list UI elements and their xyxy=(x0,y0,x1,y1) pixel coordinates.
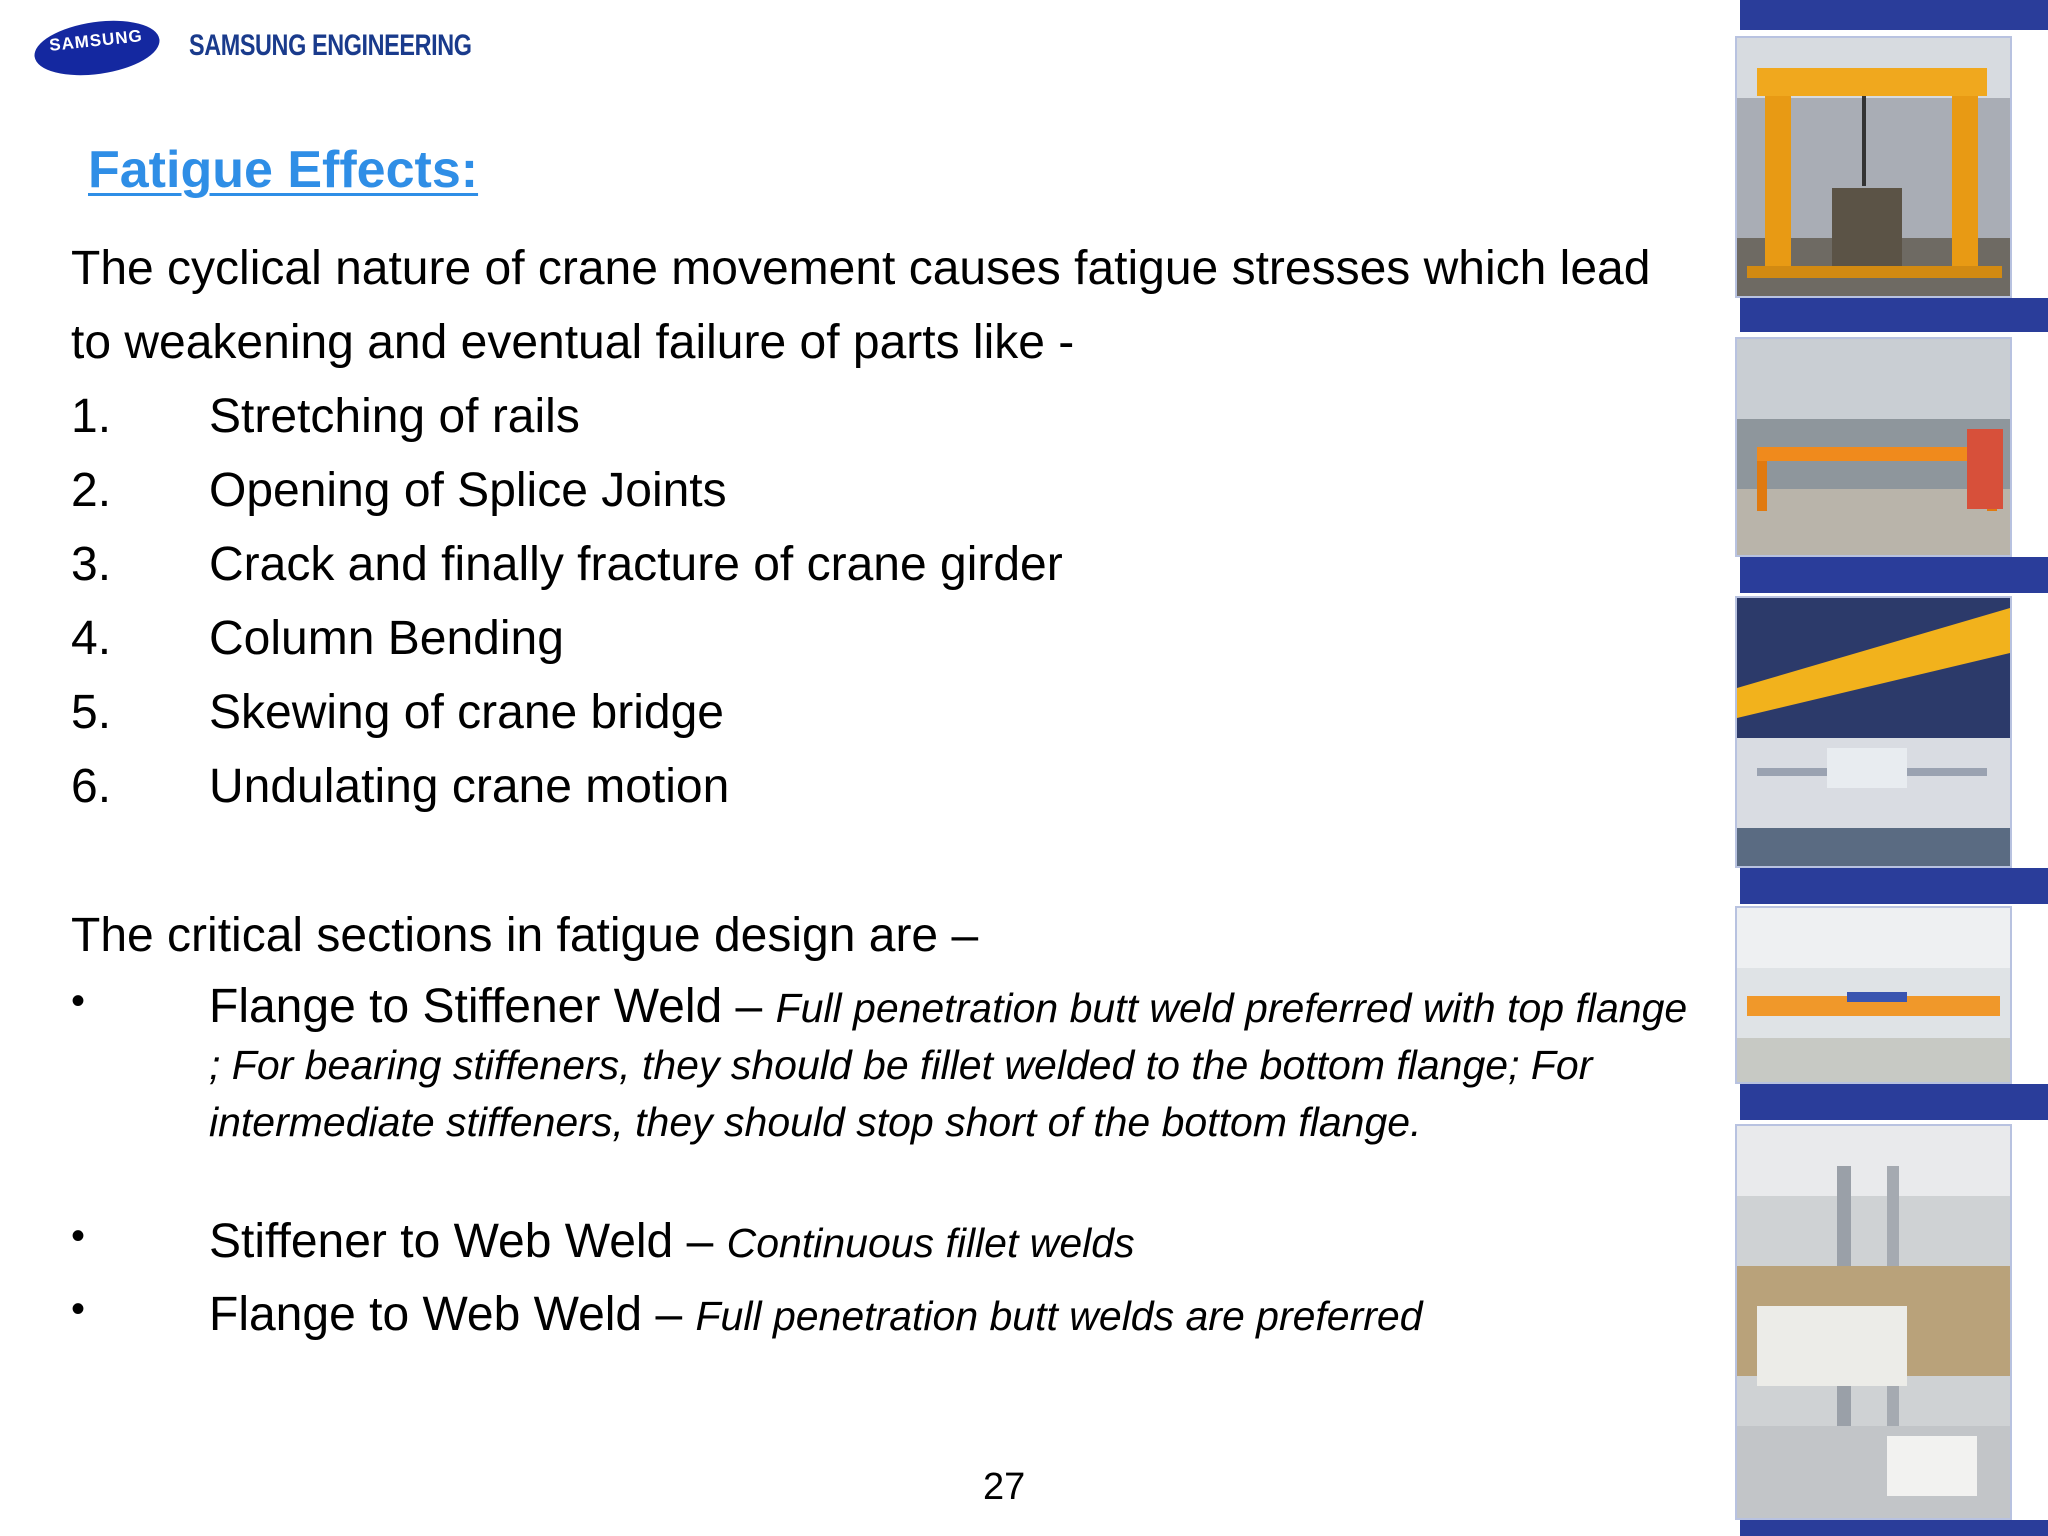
list-number: 3. xyxy=(71,538,112,591)
strip-band xyxy=(1740,298,2048,332)
page-number: 27 xyxy=(983,1466,1026,1508)
crane-bay-photo xyxy=(1735,906,2012,1084)
list-number: 6. xyxy=(71,760,112,813)
list-text: Undulating crane motion xyxy=(209,760,730,813)
assembly-line-photo xyxy=(1735,1124,2012,1520)
list-number: 1. xyxy=(71,390,112,443)
gantry-crane-photo xyxy=(1735,36,2012,298)
crane-hall-photo xyxy=(1735,337,2012,557)
list-text: Skewing of crane bridge xyxy=(209,686,724,739)
list-item xyxy=(71,602,564,676)
slide-title: Fatigue Effects: xyxy=(88,141,479,199)
logo-text: SAMSUNG xyxy=(48,26,144,55)
list-item xyxy=(71,750,729,824)
list-text: Crack and finally fracture of crane girder xyxy=(209,538,1063,591)
strip-band xyxy=(1740,0,2048,30)
bullet-icon: • xyxy=(71,979,86,1023)
company-name: SAMSUNG ENGINEERING xyxy=(189,29,472,62)
bullet-detail: Continuous fillet welds xyxy=(726,1220,1135,1266)
bullet-label: Stiffener to Web Weld – xyxy=(209,1215,727,1268)
strip-band xyxy=(1740,1084,2048,1120)
bullet-icon: • xyxy=(71,1287,86,1331)
overhead-crane-photo xyxy=(1735,596,2012,868)
list-text: Opening of Splice Joints xyxy=(209,464,727,517)
list-number: 5. xyxy=(71,686,112,739)
intro-paragraph: The cyclical nature of crane movement causes fatigue stresses which lead to weakening and eventual failure of parts like - xyxy=(71,242,1651,369)
list-text: Stretching of rails xyxy=(209,390,580,443)
bullet-label: Flange to Stiffener Weld – xyxy=(209,980,776,1033)
strip-band xyxy=(1740,557,2048,593)
bullet-body xyxy=(209,979,1709,1150)
bullet-detail: Full penetration butt welds are preferred xyxy=(695,1293,1423,1339)
bullet-label: Flange to Web Weld – xyxy=(209,1288,696,1341)
list-number: 2. xyxy=(71,464,112,517)
bullet-detail: Full penetration butt weld preferred with top flange ; For bearing stiffeners, they should be fillet welded to the bottom flange; For intermediate stiffeners, they should stop short of the bottom flange. xyxy=(209,985,1688,1145)
bullet-body xyxy=(209,1287,1709,1342)
bullet-icon: • xyxy=(71,1214,86,1258)
bullet-body xyxy=(209,1214,1709,1269)
list-item xyxy=(71,676,724,750)
list-item xyxy=(71,380,580,454)
strip-band xyxy=(1740,1520,2048,1536)
critical-intro: The critical sections in fatigue design are – xyxy=(71,909,979,962)
list-item xyxy=(71,454,727,528)
strip-band xyxy=(1740,868,2048,904)
list-text: Column Bending xyxy=(209,612,564,665)
list-number: 4. xyxy=(71,612,112,665)
list-item xyxy=(71,528,1063,602)
